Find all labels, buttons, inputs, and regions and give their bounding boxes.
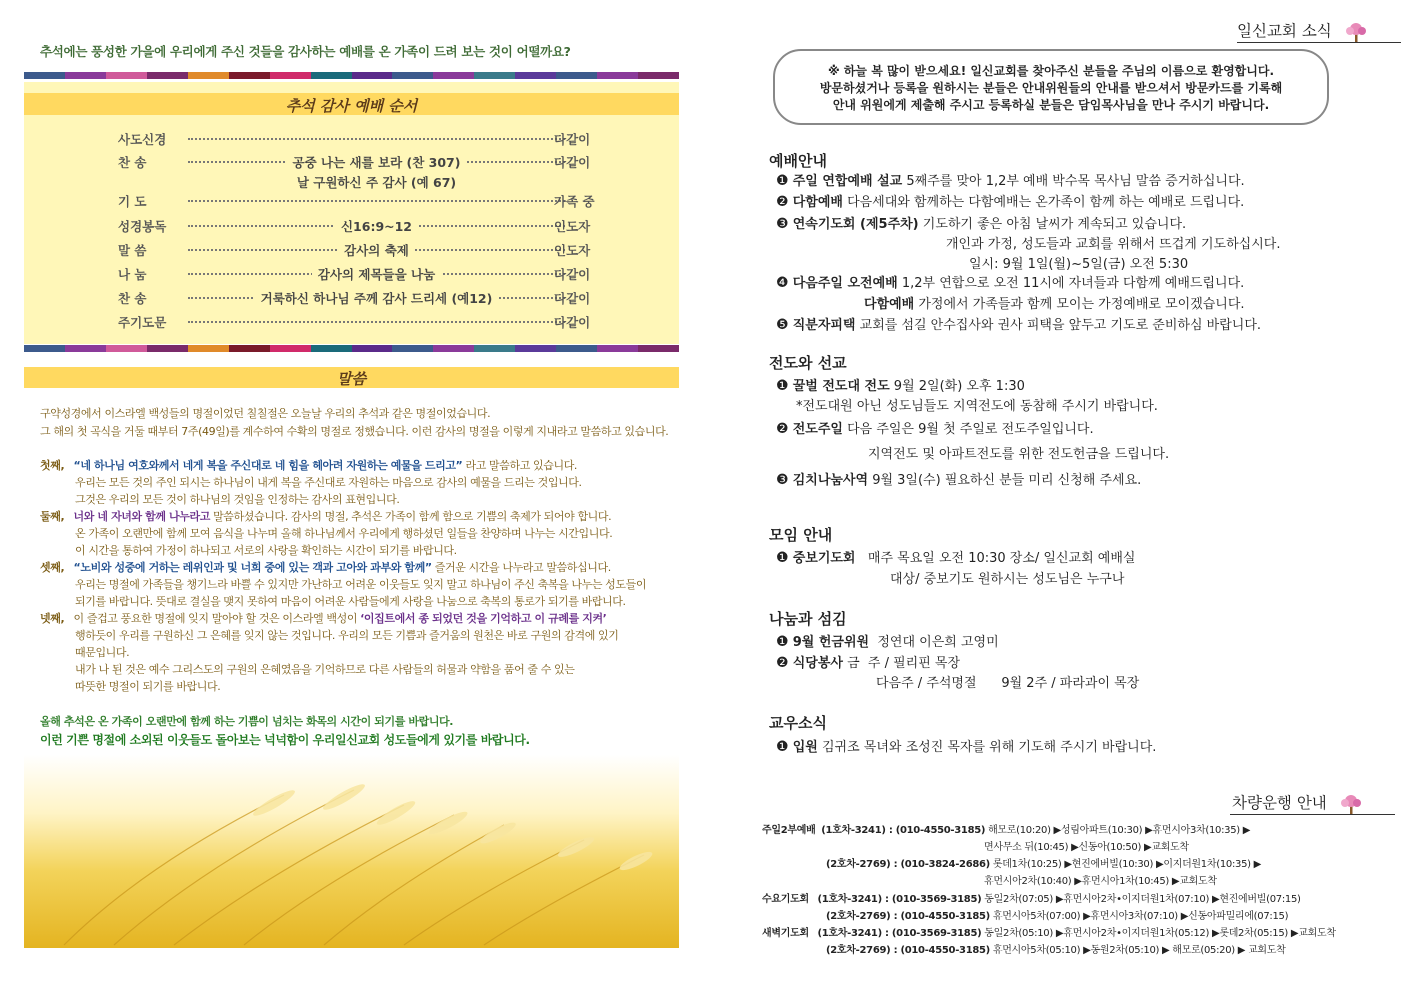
sermon-point-second	[40, 508, 611, 524]
item-text: 금 주 / 필리핀 목장	[842, 656, 961, 671]
point-text: 라고 말씀하고 있습니다.	[462, 459, 578, 472]
worship-item-2: ❷ 다함예배 다음세대와 함께하는 다함예배는 온가족이 함께 하는 예배로 드립니다.	[776, 194, 1245, 210]
point-label: 넷째,	[40, 612, 65, 625]
stripe-segment	[474, 345, 515, 352]
vehicle-route: 휴먼시아5차(05:10) ▶동원2차(05:10) ▶ 해모로(05:20) ▶ 교회도착	[989, 945, 1286, 956]
sermon-line: 우리는 모든 것의 주인 되시는 하나님이 내게 복을 주신대로 자원하는 마음으로 감사의 예물을 드리는 것입니다.	[75, 476, 582, 489]
stripe-segment	[229, 72, 270, 79]
color-stripe-bottom	[24, 345, 679, 352]
order-label: 주기도문	[118, 315, 167, 330]
welcome-line: 안내 위원에게 제출해 주시고 등록하실 분들은 담임목사님을 만나 주시기 바랍니다.	[832, 98, 1270, 112]
stripe-segment	[229, 345, 270, 352]
order-row	[118, 130, 593, 150]
order-leader: 다같이	[554, 155, 591, 170]
sermon-line: 이 시간을 통하여 가정이 하나되고 서로의 사랑을 확인하는 시간이 되기를 바랍니다.	[75, 544, 457, 557]
item-text: 다음세대와 함께하는 다함예배는 온가족이 함께 하는 예배로 드립니다.	[842, 195, 1245, 210]
vehicle-title-text: 차량운행 안내	[1232, 794, 1327, 812]
stripe-segment	[597, 345, 638, 352]
members-heading: 교우소식	[769, 714, 827, 732]
order-content: 감사의 제목들을 나눔	[312, 267, 441, 282]
meeting-item-1: ❶ 중보기도회 매주 목요일 오전 10:30 장소/ 일신교회 예배실	[776, 550, 1136, 566]
worship-item-1: ❶ 주일 연합예배 설교 5째주를 맞아 1,2부 예배 박수목 목사님 말씀 증거하십니다.	[776, 173, 1245, 189]
welcome-line: ※ 하늘 복 많이 받으세요! 일신교회를 찾아주신 분들을 주님의 이름으로 환영합니다.	[827, 64, 1274, 78]
stripe-segment	[147, 345, 188, 352]
order-label: 나 눔	[118, 267, 147, 282]
vehicle-line	[826, 855, 1261, 870]
vehicle-contact: (2호차-2769) : (010-4550-3185)	[826, 911, 990, 922]
item-text: 9월 3일(수) 필요하신 분들 미리 신청해 주세요.	[868, 473, 1142, 488]
item-title: 다함예배	[792, 195, 843, 210]
item-title: 주일 연합예배 설교	[792, 174, 903, 189]
sermon-line: 따뜻한 명절이 되기를 바랍니다.	[75, 680, 221, 693]
item-title: 입원	[792, 740, 818, 755]
stripe-segment	[515, 72, 556, 79]
title-underline	[1230, 814, 1395, 815]
stripe-segment	[474, 72, 515, 79]
item-title: 9월 헌금위원	[792, 635, 870, 650]
order-row	[118, 217, 593, 237]
order-label: 말 씀	[118, 243, 147, 258]
sermon-line: 되기를 바랍니다. 뜻대로 결실을 맺지 못하여 마음이 어려운 사람들에게 사랑을 나눔으로 축복의 통로가 되기를 바랍니다.	[75, 595, 626, 608]
mission-item-1: ❶ 꿀벌 전도대 전도 9월 2일(화) 오후 1:30	[776, 378, 1025, 394]
vehicle-route: 동일2차(07:05) ▶휴먼시아2차•이지더원1차(07:10) ▶현진에버빌(07:15)	[981, 894, 1301, 905]
item-text: 김귀조 목녀와 조성진 목자를 위해 기도해 주시기 바랍니다.	[817, 740, 1157, 755]
order-content: 감사의 축제	[338, 243, 415, 258]
vehicle-route: 롯데1차(10:25) ▶현진에버빌(10:30) ▶이지더원1차(10:35) ▶	[989, 859, 1262, 870]
service-label: 수요기도회	[762, 894, 809, 905]
sermon-line: 온 가족이 오랜만에 함께 모여 음식을 나누며 올해 하나님께서 우리에게 행하셨던 일들을 찬양하며 나누는 시간입니다.	[75, 527, 613, 540]
order-leader: 인도자	[554, 243, 591, 258]
item-title: 중보기도회	[792, 551, 856, 566]
item-title: 김치나눔사역	[792, 473, 869, 488]
item-text: 매주 목요일 오전 10:30 장소/ 일신교회 예배실	[855, 551, 1136, 566]
sermon-point-first	[40, 457, 577, 473]
sermon-line: 때문입니다.	[75, 646, 130, 659]
order-leader: 다같이	[554, 132, 591, 147]
order-label: 기 도	[118, 194, 147, 209]
stripe-segment	[556, 345, 597, 352]
scripture-quote: “네 하나님 여호와께서 네게 복을 주신대로 네 힘을 헤아려 자원하는 예물을 드리고”	[73, 459, 463, 472]
stripe-segment	[270, 72, 311, 79]
order-row	[118, 241, 593, 261]
stripe-segment	[392, 345, 433, 352]
sharing-item-2-line: 다음주 / 주석명절 9월 2주 / 파라과이 목장	[876, 676, 1140, 691]
item-text: 다음 주일은 9월 첫 주일로 전도주일입니다.	[842, 422, 1094, 437]
order-label: 성경봉독	[118, 219, 167, 234]
stripe-segment	[597, 72, 638, 79]
item-title: 다음주일 오전예배	[792, 276, 898, 291]
vehicle-contact: (2호차-2769) : (010-4550-3185)	[826, 945, 990, 956]
item-title: 직분자피택	[792, 318, 856, 333]
mission-item-1-line: *전도대원 아닌 성도님들도 지역전도에 동참해 주시기 바랍니다.	[796, 399, 1158, 414]
worship-order-title: 추석 감사 예배 순서	[285, 97, 418, 115]
stripe-segment	[638, 72, 679, 79]
worship-heading: 예배안내	[769, 152, 827, 170]
sermon-line: 내가 나 된 것은 예수 그리스도의 구원의 은혜였음을 기억하므로 다른 사람들의 허물과 약함을 품어 줄 수 있는	[75, 663, 575, 676]
sermon-title: 말씀	[337, 370, 366, 388]
stripe-segment	[65, 345, 106, 352]
welcome-line: 방문하셨거나 등록을 원하시는 분들은 안내위원들의 안내를 받으셔서 방문카드를 기록해	[819, 81, 1283, 95]
stripe-segment	[433, 72, 474, 79]
item-title: 전도주일	[792, 422, 843, 437]
stripe-segment	[515, 345, 556, 352]
item-text: 1,2부 연합으로 오전 11시에 자녀들과 다함께 예배드립니다.	[897, 276, 1245, 291]
closing-line: 올해 추석은 온 가족이 오랜만에 함께 하는 기쁨이 넘치는 화목의 시간이 되기를 바랍니다.	[40, 715, 454, 728]
worship-item-3: ❸ 연속기도회 (제5주차) 기도하기 좋은 아침 날씨가 계속되고 있습니다.	[776, 216, 1187, 232]
sermon-paragraph: 그 해의 첫 곡식을 거둘 때부터 7주(49일)를 계수하여 수확의 명절로 정했습니다. 이런 감사의 명절을 이렇게 지내라고 말씀하고 있습니다.	[40, 425, 669, 438]
worship-item-3-line: 개인과 가정, 성도들과 교회를 위해서 뜨겁게 기도하십시다.	[946, 237, 1281, 252]
closing-line: 이런 기쁜 명절에 소외된 이웃들도 돌아보는 넉넉함이 우리일신교회 성도들에게 있기를 바랍니다.	[40, 733, 530, 747]
item-title: 다함예배	[864, 297, 915, 312]
vehicle-contact: (1호차-3241) : (010-4550-3185)	[821, 825, 986, 836]
point-text: 즐거운 시간을 나누라고 말씀하십니다.	[431, 561, 611, 574]
stripe-segment	[392, 72, 433, 79]
wheat-illustration	[24, 755, 679, 948]
order-content: 거룩하신 하나님 주께 감사 드리세 (예12)	[255, 291, 499, 306]
item-text: 가정에서 가족들과 함께 모이는 가정예배로 모이겠습니다.	[914, 297, 1245, 312]
wheat-field-image	[24, 755, 679, 948]
order-row	[118, 313, 593, 333]
order-leader: 다같이	[554, 315, 591, 330]
scripture-quote: ‘이집트에서 종 되었던 것을 기억하고 이 규례를 지켜’	[360, 612, 607, 625]
stripe-segment	[188, 72, 229, 79]
stripe-segment	[311, 72, 352, 79]
vehicle-route: 해모로(10:20) ▶성림아파트(10:30) ▶휴먼시아3차(10:35) ▶	[985, 825, 1251, 836]
vehicle-contact: (1호차-3241) : (010-3569-3185)	[817, 894, 982, 905]
dot-leader	[188, 200, 565, 202]
order-content: 공중 나는 새를 보라 (찬 307)	[287, 155, 467, 170]
vehicle-contact: (2호차-2769) : (010-3824-2686)	[826, 859, 990, 870]
vehicle-line	[826, 941, 1286, 956]
stripe-segment	[638, 345, 679, 352]
scripture-quote: 너와 네 자녀와 함께 나누라고	[73, 510, 210, 523]
order-label: 찬 송	[118, 291, 147, 306]
mission-item-3: ❸ 김치나눔사역 9월 3일(수) 필요하신 분들 미리 신청해 주세요.	[776, 472, 1142, 488]
vehicle-title	[1232, 791, 1364, 815]
vehicle-route: 면사무소 뒤(10:45) ▶신동아(10:50) ▶교회도착	[984, 842, 1189, 853]
sermon-line: 우리는 명절에 가족들을 챙기느라 바쁠 수 있지만 가난하고 어려운 이웃들도 잊지 말고 하나님이 주신 축복을 나누는 성도들이	[75, 578, 647, 591]
stripe-segment	[188, 345, 229, 352]
point-label: 첫째,	[40, 459, 65, 472]
vehicle-route: 휴먼시아2차(10:40) ▶휴먼시아1차(10:45) ▶교회도착	[984, 876, 1217, 887]
scripture-quote: “노비와 성중에 거하는 레위인과 및 너희 중에 있는 객과 고아와 과부와 함께”	[73, 561, 432, 574]
item-text: 교회를 섬길 안수집사와 권사 피택을 앞두고 기도로 준비하심 바랍니다.	[855, 318, 1262, 333]
item-text: 9월 2일(화) 오후 1:30	[889, 379, 1025, 394]
order-row	[118, 153, 593, 190]
point-label: 둘째,	[40, 510, 65, 523]
worship-item-4: ❹ 다음주일 오전예배 1,2부 연합으로 오전 11시에 자녀들과 다함께 예배드립니다.	[776, 275, 1245, 291]
vehicle-line	[762, 924, 1336, 939]
title-underline	[1237, 42, 1401, 43]
order-label: 사도신경	[118, 132, 167, 147]
vehicle-line	[762, 821, 1250, 836]
sermon-line: 그것은 우리의 모든 것이 하나님의 것임을 인정하는 감사의 표현입니다.	[75, 493, 400, 506]
order-row	[118, 192, 593, 212]
tree-icon	[1343, 21, 1369, 43]
news-title-text: 일신교회 소식	[1237, 22, 1332, 40]
tree-icon	[1338, 793, 1364, 815]
worship-item-3-line: 일시: 9월 1일(월)~5일(금) 오전 5:30	[969, 257, 1189, 272]
point-label: 셋째,	[40, 561, 65, 574]
vehicle-route: 동일2차(05:10) ▶휴먼시아2차•이지더원1차(05:12) ▶롯데2차(05:15) ▶교회도착	[981, 928, 1336, 939]
service-label: 주일2부예배	[762, 825, 816, 836]
point-text: 이 즐겁고 풍요한 명절에 잊지 말아야 할 것은 이스라엘 백성이	[73, 612, 361, 625]
item-text: 5째주를 맞아 1,2부 예배 박수목 목사님 말씀 증거하십니다.	[902, 174, 1245, 189]
sermon-line: 행하듯이 우리를 구원하신 그 은혜를 잊지 않는 것입니다. 우리의 모든 기쁨과 즐거움의 원천은 바로 구원의 감격에 있기	[75, 629, 619, 642]
order-leader: 다같이	[554, 291, 591, 306]
order-leader: 인도자	[554, 219, 591, 234]
stripe-segment	[106, 72, 147, 79]
color-stripe-top	[24, 72, 679, 79]
sermon-paragraph: 구약성경에서 이스라엘 백성들의 명절이었던 칠칠절은 오늘날 우리의 추석과 같은 명절이었습니다.	[40, 407, 491, 420]
worship-item-5: ❺ 직분자피택 교회를 섬길 안수집사와 권사 피택을 앞두고 기도로 준비하심 바랍니다.	[776, 317, 1262, 333]
members-item-1: ❶ 입원 김귀조 목녀와 조성진 목자를 위해 기도해 주시기 바랍니다.	[776, 739, 1157, 755]
order-leader: 다같이	[554, 267, 591, 282]
order-content: 신16:9~12	[335, 219, 418, 234]
mission-item-2-line: 지역전도 및 아파트전도를 위한 전도헌금을 드립니다.	[868, 447, 1170, 462]
service-label: 새벽기도회	[762, 928, 809, 939]
item-text: 기도하기 좋은 아침 날씨가 계속되고 있습니다.	[918, 217, 1187, 232]
news-title	[1237, 19, 1369, 43]
sermon-point-third	[40, 559, 611, 575]
stripe-segment	[433, 345, 474, 352]
stripe-segment	[556, 72, 597, 79]
order-row	[118, 265, 593, 285]
worship-item-4b	[864, 293, 1245, 312]
meeting-heading: 모임 안내	[769, 526, 833, 544]
vehicle-route: 휴먼시아5차(07:00) ▶휴먼시아3차(07:10) ▶신동아파밀리에(07:15)	[989, 911, 1289, 922]
stripe-segment	[106, 345, 147, 352]
stripe-segment	[24, 345, 65, 352]
order-label: 찬 송	[118, 155, 147, 170]
stripe-segment	[352, 345, 393, 352]
item-title: 연속기도회 (제5주차)	[792, 217, 919, 232]
meeting-item-1-line: 대상/ 중보기도 원하시는 성도님은 누구나	[890, 572, 1125, 587]
vehicle-line	[762, 890, 1301, 905]
stripe-segment	[147, 72, 188, 79]
dot-leader	[188, 321, 565, 323]
sermon-point-fourth	[40, 610, 606, 626]
sharing-heading: 나눔과 섬김	[769, 610, 847, 628]
item-title: 꿀벌 전도대 전도	[792, 379, 890, 394]
mission-item-2: ❷ 전도주일 다음 주일은 9월 첫 주일로 전도주일입니다.	[776, 421, 1094, 437]
vehicle-contact: (1호차-3241) : (010-3569-3185)	[817, 928, 982, 939]
sharing-item-2: ❷ 식당봉사 금 주 / 필리핀 목장	[776, 655, 961, 671]
stripe-segment	[311, 345, 352, 352]
mission-heading: 전도와 선교	[769, 354, 847, 372]
order-leader: 가족 중	[554, 194, 595, 209]
dot-leader	[188, 138, 565, 140]
intro-line: 추석에는 풍성한 가을에 우리에게 주신 것들을 감사하는 예배를 온 가족이 드려 보는 것이 어떨까요?	[40, 44, 571, 59]
item-text: 정연대 이은희 고영미	[869, 635, 999, 650]
vehicle-line	[826, 907, 1288, 922]
stripe-segment	[24, 72, 65, 79]
point-text: 말씀하셨습니다. 감사의 명절, 추석은 가족이 함께 함으로 기쁨의 축제가 되어야 합니다.	[209, 510, 612, 523]
stripe-segment	[352, 72, 393, 79]
stripe-segment	[270, 345, 311, 352]
order-content-sub: 날 구원하신 주 감사 (예 67)	[296, 175, 457, 190]
order-row	[118, 289, 593, 309]
sharing-item-1: ❶ 9월 헌금위원 정연대 이은희 고영미	[776, 634, 999, 650]
item-title: 식당봉사	[792, 656, 843, 671]
stripe-segment	[65, 72, 106, 79]
